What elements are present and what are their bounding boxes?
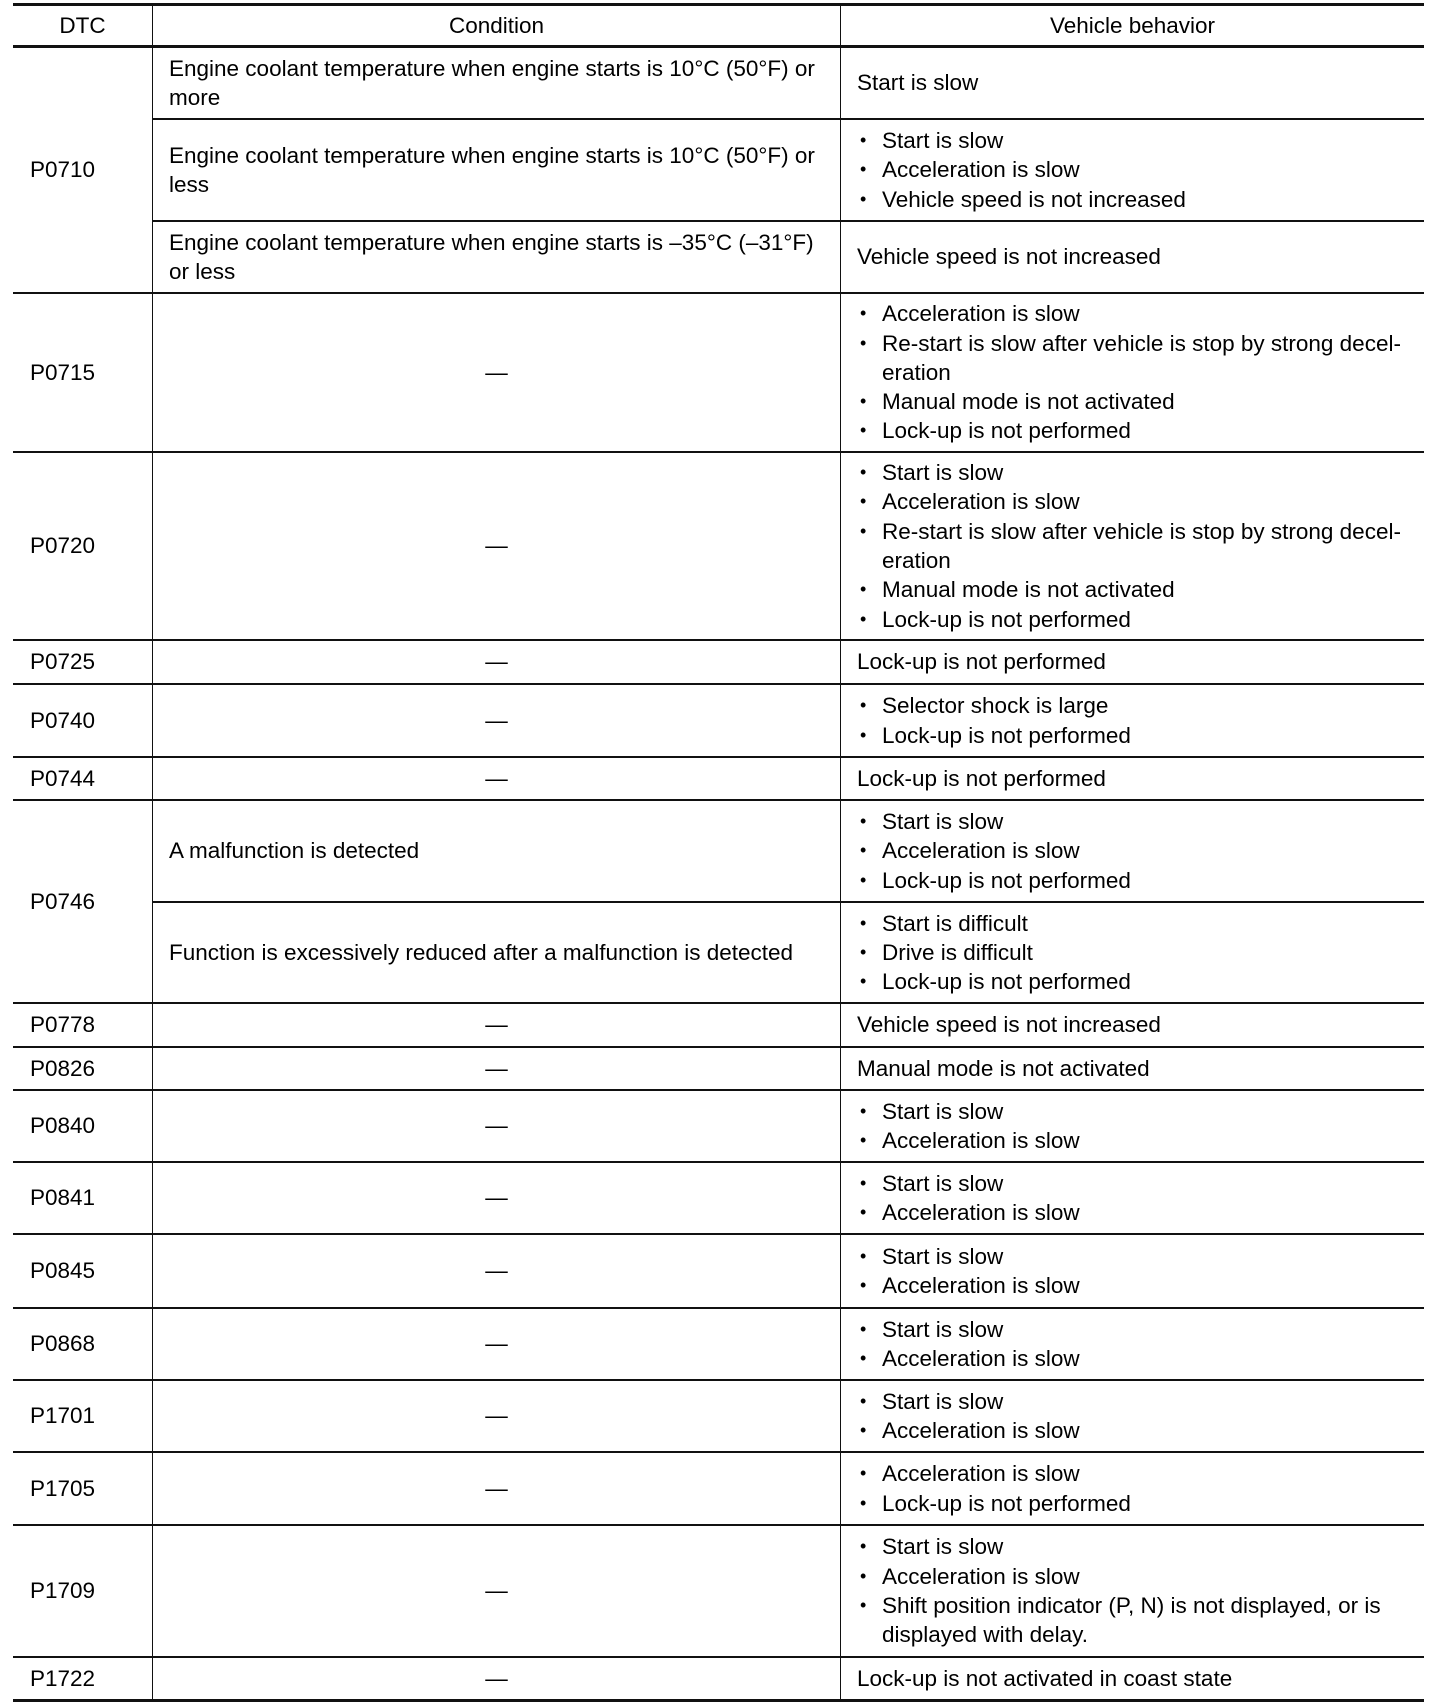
behavior-cell	[841, 1658, 1424, 1699]
behavior-list-item: • Selector shock is large	[841, 691, 1424, 720]
dtc-code: P0744	[30, 765, 96, 791]
condition-cell	[153, 120, 841, 220]
behavior-cell	[841, 1381, 1424, 1451]
behavior-cell	[841, 1091, 1424, 1161]
condition-dash: —	[485, 1012, 508, 1038]
row-entries	[153, 1658, 1424, 1699]
dtc-cell	[13, 1526, 153, 1656]
dtc-code: P0720	[30, 533, 96, 559]
dtc-code: P0778	[30, 1012, 96, 1038]
behavior-cell	[841, 1453, 1424, 1524]
dtc-row-group	[13, 1309, 1424, 1381]
behavior-list-item: • Shift position indicator (P, N) is not displayed, or is displayed with delay.	[841, 1591, 1424, 1650]
table-row	[153, 1004, 1424, 1046]
behavior-cell	[841, 903, 1424, 1002]
table-row	[153, 48, 1424, 120]
dtc-row-group	[13, 758, 1424, 801]
row-entries	[153, 1309, 1424, 1379]
behavior-list-item: • Re-start is slow after vehicle is stop by strong decel- eration	[841, 517, 1424, 576]
condition-cell	[153, 1309, 841, 1379]
behavior-list-item: • Acceleration is slow	[841, 1271, 1424, 1300]
behavior-list-item: • Acceleration is slow	[841, 1198, 1424, 1227]
condition-dash: —	[485, 533, 508, 559]
condition-dash: —	[485, 1403, 508, 1429]
condition-cell	[153, 903, 841, 1002]
behavior-text: Vehicle speed is not increased	[857, 244, 1161, 270]
dtc-row-group	[13, 801, 1424, 1004]
behavior-list-item: • Acceleration is slow	[841, 1126, 1424, 1155]
behavior-cell	[841, 294, 1424, 451]
table-row	[153, 1526, 1424, 1656]
header-condition-label: Condition	[448, 12, 545, 38]
dtc-cell	[13, 1091, 153, 1161]
behavior-list-item: • Start is slow	[841, 1097, 1424, 1126]
behavior-list	[841, 1532, 1424, 1649]
behavior-list	[841, 1097, 1424, 1156]
condition-dash: —	[485, 1258, 508, 1284]
behavior-list-item: • Manual mode is not activated	[841, 387, 1424, 416]
dtc-code: P0840	[30, 1113, 96, 1139]
behavior-cell	[841, 1309, 1424, 1379]
condition-cell	[153, 1526, 841, 1656]
dtc-row-group	[13, 1004, 1424, 1048]
dtc-cell	[13, 1004, 153, 1046]
behavior-cell	[841, 1163, 1424, 1233]
table-row	[153, 1235, 1424, 1307]
dtc-code: P0841	[30, 1185, 96, 1211]
condition-cell	[153, 758, 841, 799]
dtc-code: P1701	[30, 1403, 96, 1429]
dtc-cell	[13, 1163, 153, 1233]
row-entries	[153, 758, 1424, 799]
behavior-list-item: • Acceleration is slow	[841, 1344, 1424, 1373]
dtc-code: P1709	[30, 1578, 96, 1604]
table-row	[153, 1309, 1424, 1379]
behavior-list	[841, 1459, 1424, 1518]
behavior-list-item: • Acceleration is slow	[841, 1459, 1424, 1488]
condition-cell	[153, 641, 841, 683]
behavior-list	[841, 1387, 1424, 1446]
condition-text: Engine coolant temperature when engine starts is –35°C (–31°F) or less	[169, 229, 814, 284]
dtc-row-group	[13, 48, 1424, 294]
dtc-row-group	[13, 294, 1424, 453]
row-entries	[153, 1048, 1424, 1089]
behavior-cell	[841, 222, 1424, 292]
condition-cell	[153, 1048, 841, 1089]
dtc-row-group	[13, 1526, 1424, 1658]
table-row	[153, 1091, 1424, 1161]
behavior-list-item: • Start is difficult	[841, 909, 1424, 938]
condition-cell	[153, 685, 841, 756]
table-row	[153, 903, 1424, 1002]
behavior-cell	[841, 1235, 1424, 1307]
dtc-code: P0868	[30, 1331, 96, 1357]
condition-dash: —	[485, 1055, 508, 1081]
row-entries	[153, 1235, 1424, 1307]
row-entries	[153, 685, 1424, 756]
behavior-text: Lock-up is not activated in coast state	[857, 1665, 1233, 1691]
behavior-text: Start is slow	[857, 70, 979, 96]
dtc-cell	[13, 1235, 153, 1307]
table-row	[153, 120, 1424, 222]
behavior-list-item: • Acceleration is slow	[841, 155, 1424, 184]
behavior-list-item: • Start is slow	[841, 1169, 1424, 1198]
condition-cell	[153, 1658, 841, 1699]
condition-dash: —	[485, 1331, 508, 1357]
behavior-text: Lock-up is not performed	[857, 765, 1106, 791]
behavior-cell	[841, 120, 1424, 220]
row-entries	[153, 801, 1424, 1002]
dtc-row-group	[13, 1163, 1424, 1235]
behavior-list-item: • Start is slow	[841, 126, 1424, 155]
dtc-code: P1722	[30, 1665, 96, 1691]
behavior-list-item: • Vehicle speed is not increased	[841, 185, 1424, 214]
dtc-row-group	[13, 1453, 1424, 1526]
row-entries	[153, 1381, 1424, 1451]
row-entries	[153, 1004, 1424, 1046]
dtc-cell	[13, 1048, 153, 1089]
header-condition	[153, 6, 841, 45]
behavior-list-item: • Acceleration is slow	[841, 299, 1424, 328]
dtc-code: P0845	[30, 1258, 96, 1284]
condition-cell	[153, 48, 841, 118]
condition-dash: —	[485, 1185, 508, 1211]
behavior-list	[841, 1169, 1424, 1228]
behavior-cell	[841, 1526, 1424, 1656]
dtc-cell	[13, 453, 153, 639]
dtc-code: P0740	[30, 707, 96, 733]
row-entries	[153, 1453, 1424, 1524]
row-entries	[153, 1163, 1424, 1233]
dtc-row-group	[13, 1381, 1424, 1453]
behavior-text: Lock-up is not performed	[857, 649, 1106, 675]
table-row	[153, 222, 1424, 292]
behavior-list-item: • Lock-up is not performed	[841, 416, 1424, 445]
behavior-list-item: • Lock-up is not performed	[841, 967, 1424, 996]
behavior-list-item: • Lock-up is not performed	[841, 605, 1424, 634]
condition-cell	[153, 453, 841, 639]
table-row	[153, 1453, 1424, 1524]
dtc-code: P0725	[30, 649, 96, 675]
behavior-list-item: • Start is slow	[841, 807, 1424, 836]
behavior-list-item: • Acceleration is slow	[841, 1416, 1424, 1445]
dtc-cell	[13, 1309, 153, 1379]
row-entries	[153, 48, 1424, 292]
condition-cell	[153, 1381, 841, 1451]
behavior-cell	[841, 758, 1424, 799]
condition-dash: —	[485, 1113, 508, 1139]
header-vehicle-behavior-label: Vehicle behavior	[1049, 12, 1216, 38]
dtc-table	[13, 3, 1424, 1702]
behavior-list	[841, 126, 1424, 214]
table-header	[13, 3, 1424, 48]
dtc-code: P0710	[30, 157, 96, 183]
behavior-cell	[841, 801, 1424, 901]
dtc-code: P1705	[30, 1475, 96, 1501]
row-entries	[153, 1526, 1424, 1656]
behavior-list	[841, 458, 1424, 634]
behavior-list-item: • Acceleration is slow	[841, 1562, 1424, 1591]
condition-cell	[153, 1091, 841, 1161]
condition-text: Engine coolant temperature when engine starts is 10°C (50°F) or less	[169, 142, 815, 197]
behavior-cell	[841, 1048, 1424, 1089]
dtc-cell	[13, 294, 153, 451]
row-entries	[153, 453, 1424, 639]
behavior-list-item: • Re-start is slow after vehicle is stop by strong decel- eration	[841, 329, 1424, 388]
condition-cell	[153, 222, 841, 292]
condition-dash: —	[485, 649, 508, 675]
condition-dash: —	[485, 1665, 508, 1691]
condition-dash: —	[485, 359, 508, 385]
condition-dash: —	[485, 707, 508, 733]
behavior-list-item: • Lock-up is not performed	[841, 1489, 1424, 1518]
behavior-list-item: • Lock-up is not performed	[841, 721, 1424, 750]
dtc-code: P0746	[30, 888, 96, 914]
condition-cell	[153, 1004, 841, 1046]
behavior-list-item: • Start is slow	[841, 1242, 1424, 1271]
condition-text: Function is excessively reduced after a malfunction is detected	[169, 939, 794, 965]
header-dtc	[13, 6, 153, 45]
condition-cell	[153, 294, 841, 451]
dtc-cell	[13, 1453, 153, 1524]
dtc-code: P0826	[30, 1055, 96, 1081]
behavior-list-item: • Lock-up is not performed	[841, 866, 1424, 895]
condition-cell	[153, 1163, 841, 1233]
dtc-row-group	[13, 1235, 1424, 1309]
behavior-list-item: • Acceleration is slow	[841, 836, 1424, 865]
condition-dash: —	[485, 765, 508, 791]
behavior-list	[841, 807, 1424, 895]
behavior-list	[841, 299, 1424, 445]
table-row	[153, 1658, 1424, 1699]
dtc-cell	[13, 1658, 153, 1699]
table-row	[153, 1163, 1424, 1233]
dtc-row-group	[13, 1048, 1424, 1091]
dtc-row-group	[13, 685, 1424, 758]
dtc-cell	[13, 641, 153, 683]
condition-cell	[153, 1235, 841, 1307]
behavior-cell	[841, 1004, 1424, 1046]
behavior-text: Manual mode is not activated	[857, 1055, 1150, 1081]
dtc-row-group	[13, 1658, 1424, 1702]
condition-cell	[153, 801, 841, 901]
dtc-cell	[13, 1381, 153, 1451]
dtc-cell	[13, 48, 153, 292]
behavior-list-item: • Start is slow	[841, 1532, 1424, 1561]
condition-dash: —	[485, 1475, 508, 1501]
condition-text: A malfunction is detected	[169, 838, 420, 864]
behavior-text: Vehicle speed is not increased	[857, 1012, 1161, 1038]
dtc-cell	[13, 758, 153, 799]
condition-dash: —	[485, 1578, 508, 1604]
header-vehicle-behavior	[841, 6, 1424, 45]
behavior-list-item: • Acceleration is slow	[841, 487, 1424, 516]
dtc-code: P0715	[30, 359, 96, 385]
dtc-row-group	[13, 1091, 1424, 1163]
dtc-cell	[13, 685, 153, 756]
header-dtc-label: DTC	[59, 12, 106, 38]
behavior-list-item: • Drive is difficult	[841, 938, 1424, 967]
row-entries	[153, 641, 1424, 683]
table-row	[153, 1381, 1424, 1451]
table-body	[13, 48, 1424, 1702]
table-row	[153, 453, 1424, 639]
row-entries	[153, 1091, 1424, 1161]
dtc-row-group	[13, 453, 1424, 641]
behavior-cell	[841, 685, 1424, 756]
condition-text: Engine coolant temperature when engine starts is 10°C (50°F) or more	[169, 55, 815, 110]
condition-cell	[153, 1453, 841, 1524]
table-row	[153, 758, 1424, 799]
behavior-list	[841, 909, 1424, 997]
table-row	[153, 1048, 1424, 1089]
behavior-list-item: • Start is slow	[841, 1387, 1424, 1416]
behavior-list	[841, 1242, 1424, 1301]
table-row	[153, 641, 1424, 683]
behavior-list-item: • Manual mode is not activated	[841, 575, 1424, 604]
dtc-cell	[13, 801, 153, 1002]
table-row	[153, 294, 1424, 451]
behavior-list	[841, 691, 1424, 750]
behavior-list-item: • Start is slow	[841, 1315, 1424, 1344]
behavior-cell	[841, 453, 1424, 639]
table-row	[153, 801, 1424, 903]
behavior-list	[841, 1315, 1424, 1374]
row-entries	[153, 294, 1424, 451]
behavior-cell	[841, 48, 1424, 118]
behavior-list-item: • Start is slow	[841, 458, 1424, 487]
behavior-cell	[841, 641, 1424, 683]
table-row	[153, 685, 1424, 756]
dtc-row-group	[13, 641, 1424, 685]
